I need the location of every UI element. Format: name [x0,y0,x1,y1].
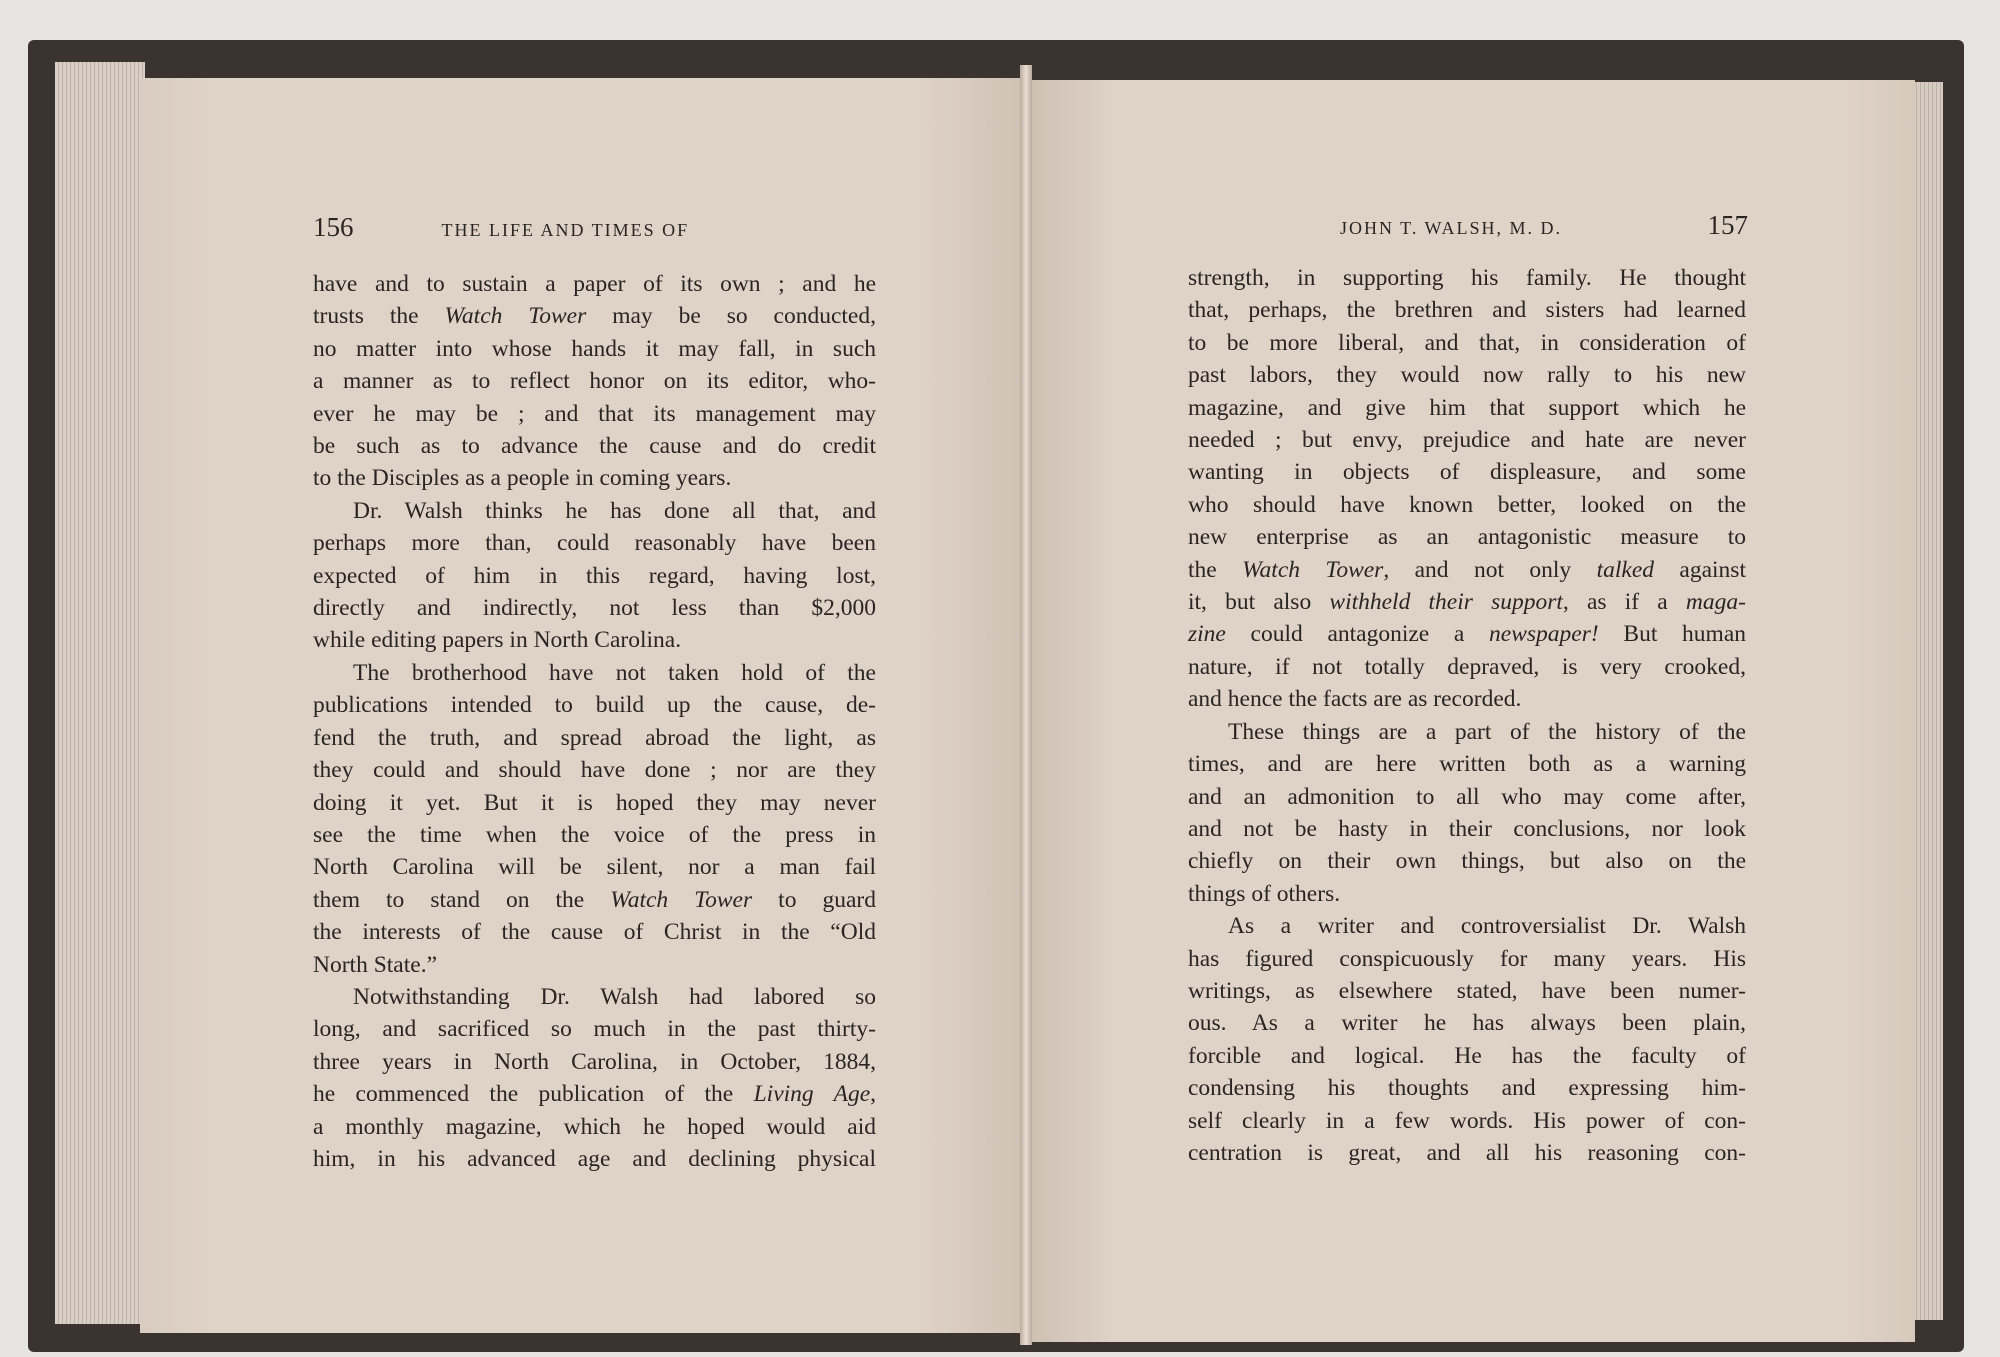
text-line: chiefly on their own things, but also on the [1188,848,1746,875]
text-line: condensing his thoughts and expressing him- [1188,1075,1746,1102]
text-line: writings, as elsewhere stated, have been numer- [1188,977,1746,1004]
text-line: no matter into whose hands it may fall, in such [313,335,876,362]
text-line: magazine, and give him that support which he [1188,394,1746,421]
text-line: zine could antagonize a newspaper! But human [1188,621,1746,648]
text-line: ever he may be ; and that its management may [313,400,876,427]
text-line: be such as to advance the cause and do credit [313,433,876,460]
page-number-left: 156 [313,212,354,242]
text-line: North State.” [313,951,437,978]
left-page-body [313,268,876,1175]
text-line: forcible and logical. He has the faculty of [1188,1042,1746,1069]
text-line: These things are a part of the history of the [1228,718,1746,745]
text-line: them to stand on the Watch Tower to guard [313,886,876,913]
text-line: that, perhaps, the brethren and sisters had learned [1188,297,1746,324]
text-line: needed ; but envy, prejudice and hate are never [1188,427,1746,454]
text-line: who should have known better, looked on the [1188,491,1746,518]
text-line: new enterprise as an antagonistic measure to [1188,524,1746,551]
running-head-right: JOHN T. WALSH, M. D. [1340,218,1563,238]
text-line: see the time when the voice of the press in [313,821,876,848]
text-line: perhaps more than, could reasonably have been [313,530,876,557]
text-line: he commenced the publication of the Living Age, [313,1081,876,1108]
text-line: him, in his advanced age and declining physical [313,1145,876,1172]
text-line: things of others. [1188,880,1341,907]
text-line: to the Disciples as a people in coming years. [313,465,732,492]
text-line: North Carolina will be silent, nor a man fail [313,854,876,881]
text-line: ous. As a writer he has always been plain, [1188,1010,1746,1037]
text-line: a manner as to reflect honor on its editor, who- [313,368,876,395]
page-edges-left [55,62,145,1324]
text-line: the interests of the cause of Christ in the “Old [313,919,876,946]
text-line: nature, if not totally depraved, is very crooked, [1188,653,1746,680]
left-page-header [313,212,878,243]
text-line: trusts the Watch Tower may be so conducted, [313,303,876,330]
text-line: three years in North Carolina, in October, 1884, [313,1048,876,1075]
text-line: times, and are here written both as a warning [1188,751,1746,778]
text-line: the Watch Tower, and not only talked against [1188,556,1746,583]
text-line: a monthly magazine, which he hoped would aid [313,1113,876,1140]
text-line: directly and indirectly, not less than $2,000 [313,595,876,622]
text-line: while editing papers in North Carolina. [313,627,682,654]
text-line: expected of him in this regard, having lost, [313,562,876,589]
text-line: have and to sustain a paper of its own ; and he [313,271,876,297]
text-line: they could and should have done ; nor are they [313,757,876,784]
page-number-right: 157 [1707,210,1748,240]
text-line: has figured conspicuously for many years. His [1188,945,1746,972]
right-page-header [1340,210,1748,241]
text-line: Dr. Walsh thinks he has done all that, and [353,497,876,524]
text-line: and hence the facts are as recorded. [1188,686,1522,713]
text-line: Notwithstanding Dr. Walsh had labored so [353,983,876,1010]
text-line: The brotherhood have not taken hold of the [353,659,876,686]
text-line: doing it yet. But it is hoped they may never [313,789,876,816]
book-gutter [1020,65,1032,1345]
text-line: wanting in objects of displeasure, and some [1188,459,1746,486]
text-line: long, and sacrificed so much in the past thirty- [313,1016,876,1043]
text-line: strength, in supporting his family. He thought [1188,265,1746,291]
text-line: it, but also withheld their support, as if a maga- [1188,589,1746,616]
text-line: centration is great, and all his reasoning con- [1188,1139,1746,1166]
text-line: publications intended to build up the cause, de- [313,692,876,719]
right-page-body [1188,262,1746,1169]
text-line: and not be hasty in their conclusions, nor look [1188,815,1746,842]
text-line: As a writer and controversialist Dr. Walsh [1228,913,1746,940]
text-line: fend the truth, and spread abroad the light, as [313,724,876,751]
running-head-left: THE LIFE AND TIMES OF [441,220,690,240]
text-line: to be more liberal, and that, in consideration of [1188,329,1746,356]
text-line: past labors, they would now rally to his new [1188,362,1746,389]
text-line: self clearly in a few words. His power of con- [1188,1107,1746,1134]
text-line: and an admonition to all who may come after, [1188,783,1746,810]
